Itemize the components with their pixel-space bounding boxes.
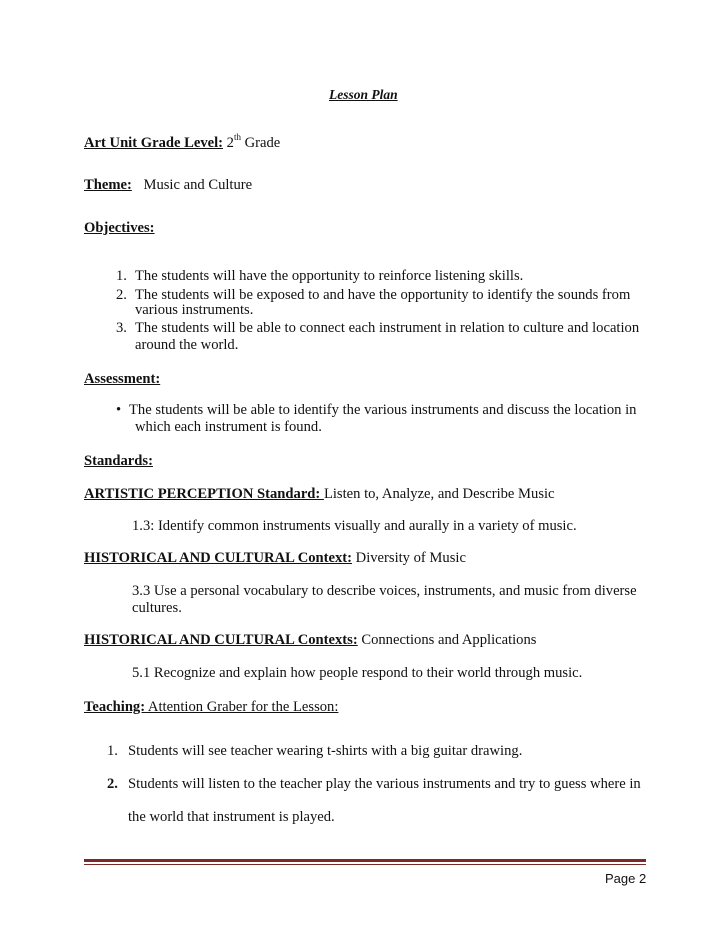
- standard-contexts-value: Connections and Applications: [357, 632, 537, 648]
- standards-heading: Standards:: [84, 453, 153, 469]
- theme-line: [84, 177, 252, 194]
- standard-artistic-perception: [84, 486, 555, 503]
- standard-1-3-detail: 1.3: Identify common instruments visually and aurally in a variety of music.: [132, 518, 577, 534]
- page-number: Page 2: [605, 871, 647, 886]
- teaching-line: [84, 699, 338, 716]
- objective-3-text-cont: around the world.: [135, 337, 239, 353]
- standard-historical-value: Diversity of Music: [352, 550, 466, 566]
- grade-level-value: 2th Grade: [226, 132, 281, 151]
- grade-level-label: Art Unit Grade Level:: [84, 135, 224, 151]
- standard-3-3-detail: 3.3 Use a personal vocabulary to describe voices, instruments, and music from diverse: [132, 583, 637, 599]
- standard-artistic-value: Listen to, Analyze, and Describe Music: [323, 486, 555, 502]
- theme-value: Music and Culture: [143, 177, 253, 193]
- teaching-value: Attention Graber for the Lesson:: [145, 699, 339, 715]
- objective-1-text: The students will have the opportunity to reinforce listening skills.: [135, 268, 524, 284]
- objective-2-text-cont: various instruments.: [135, 302, 254, 318]
- grade-level-line: [84, 132, 281, 152]
- teaching-item-1-number: 1.: [107, 743, 118, 759]
- standard-5-1-detail: 5.1 Recognize and explain how people respond to their world through music.: [132, 665, 583, 681]
- assessment-text: The students will be able to identify the various instruments and discuss the location in: [129, 402, 637, 418]
- teaching-item-1-text: Students will see teacher wearing t-shirts with a big guitar drawing.: [128, 743, 523, 759]
- standard-artistic-label: ARTISTIC PERCEPTION Standard:: [84, 486, 324, 502]
- objective-1-number: 1.: [116, 268, 127, 284]
- footer-rule-thick: [84, 859, 646, 862]
- assessment-bullet: •: [116, 402, 122, 418]
- standard-historical-contexts: [84, 632, 536, 649]
- standard-historical-label: HISTORICAL AND CULTURAL Context:: [84, 550, 353, 566]
- standard-3-3-detail-cont: cultures.: [132, 600, 182, 616]
- teaching-item-2-number: 2.: [107, 776, 118, 792]
- objective-2-number: 2.: [116, 287, 127, 303]
- page-title: Lesson Plan: [329, 87, 398, 102]
- objective-2-text: The students will be exposed to and have the opportunity to identify the sounds from: [135, 287, 631, 303]
- theme-label: Theme:: [84, 177, 132, 193]
- objective-3-number: 3.: [116, 320, 127, 336]
- teaching-item-2-text: Students will listen to the teacher play the various instruments and try to guess where in: [128, 776, 641, 792]
- assessment-text-cont: which each instrument is found.: [135, 419, 322, 435]
- footer-rule-thin: [84, 864, 646, 865]
- teaching-label: Teaching:: [84, 699, 146, 715]
- standard-contexts-label: HISTORICAL AND CULTURAL Contexts:: [84, 632, 358, 648]
- teaching-item-2-text-cont: the world that instrument is played.: [128, 809, 335, 825]
- assessment-heading: Assessment:: [84, 371, 161, 387]
- objectives-heading: Objectives:: [84, 220, 155, 236]
- objective-3-text: The students will be able to connect each instrument in relation to culture and location: [135, 320, 640, 336]
- standard-historical-context: [84, 550, 466, 567]
